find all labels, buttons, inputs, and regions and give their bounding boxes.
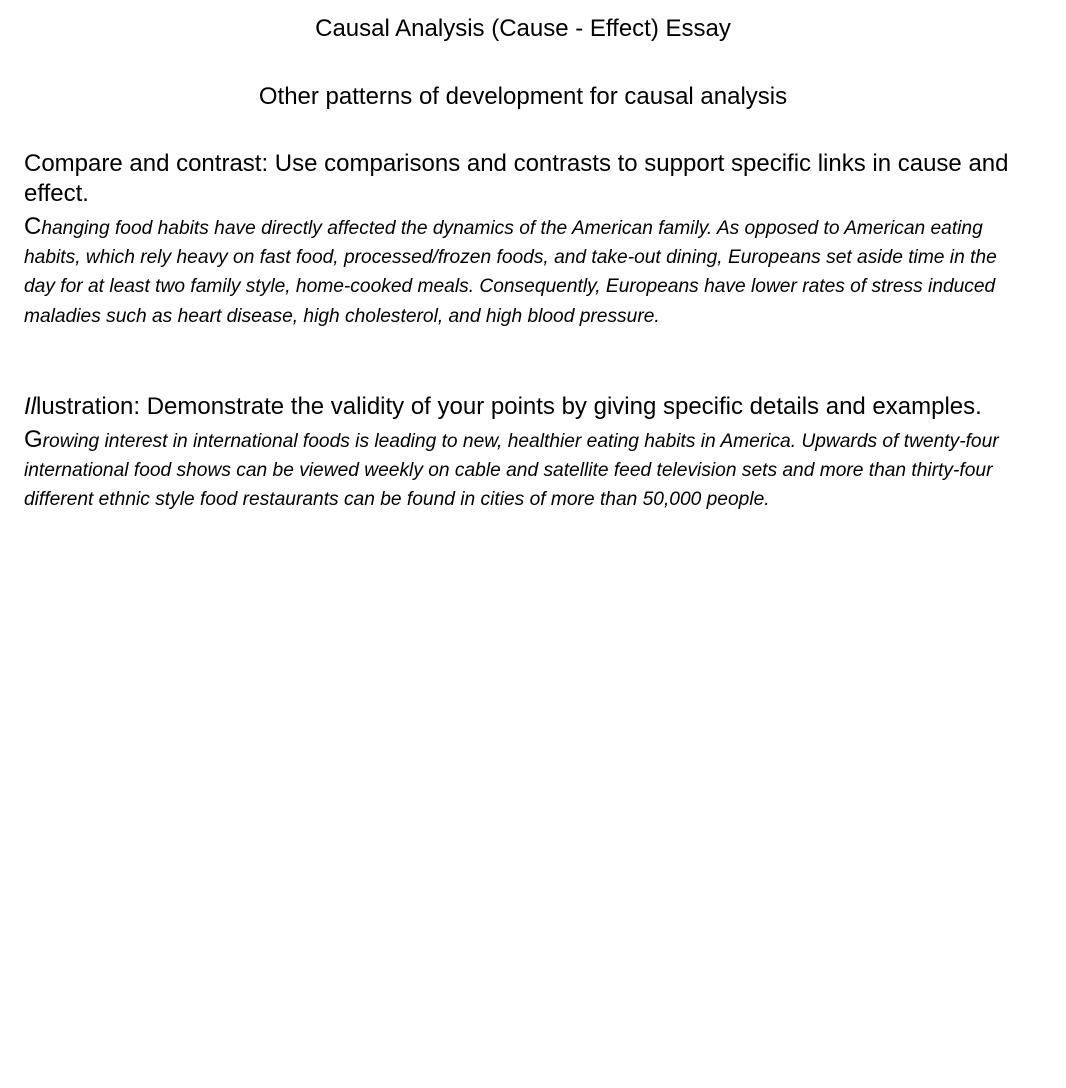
example-text: rowing interest in international foods is leading to new, healthier eating habits in America. Upwards of twenty-four international food shows can be viewed weekly on cable and satellite feed television sets and more than thirty-four different ethnic style food restaurants can be found in cities of more than 50,000 people. — [24, 431, 999, 511]
illustration-heading — [24, 392, 1024, 422]
page-subtitle: Other patterns of development for causal analysis — [258, 83, 788, 110]
compare-contrast-example — [24, 212, 1024, 331]
heading-initial: Il — [24, 393, 36, 420]
section-compare-contrast — [24, 149, 1024, 331]
compare-contrast-heading: Compare and contrast: Use comparisons and contrasts to support specific links in cause and effect. — [24, 150, 1009, 207]
example-initial: C — [24, 213, 42, 240]
example-initial: G — [24, 426, 43, 453]
heading-text: lustration: Demonstrate the validity of your points by giving specific details and examples. — [36, 393, 982, 420]
page-title: Causal Analysis (Cause - Effect) Essay — [315, 15, 731, 42]
section-illustration — [24, 392, 1024, 515]
example-text: hanging food habits have directly affected the dynamics of the American family. As opposed to American eating habits, which rely heavy on fast food, processed/frozen foods, and take-out dining, Europeans set aside time in the day for at least two family style, home-cooked meals. Consequently, Europeans have lower rates of stress induced maladies such as heart disease, high cholesterol, and high blood pressure. — [24, 218, 997, 327]
illustration-example — [24, 425, 1024, 515]
